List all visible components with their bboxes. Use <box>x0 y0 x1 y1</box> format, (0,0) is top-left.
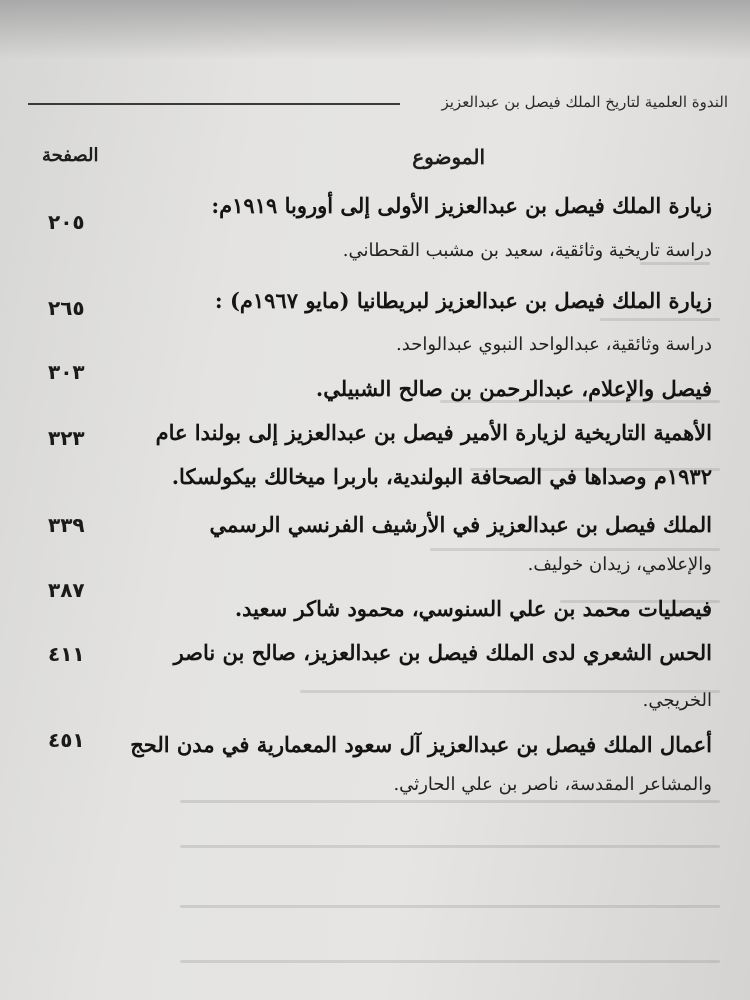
entry-page-number: ٢٠٥ <box>48 210 85 234</box>
entry-title: الملك فيصل بن عبدالعزيز في الأرشيف الفرنسي الرسمي <box>209 512 712 537</box>
entry-title: زيارة الملك فيصل بن عبدالعزيز الأولى إلى أوروبا ١٩١٩م: <box>211 193 712 218</box>
entry-page-number: ٣٨٧ <box>48 578 85 602</box>
page-column-heading: الصفحة <box>42 145 99 166</box>
entry-page-number: ٣٣٩ <box>48 513 85 537</box>
entry-page-number: ٣٢٣ <box>48 426 85 450</box>
entry-title: الحس الشعري لدى الملك فيصل بن عبدالعزيز، صالح بن ناصر <box>173 640 712 665</box>
entry-author: دراسة وثائقية، عبدالواحد النبوي عبدالواحد. <box>396 334 712 355</box>
entry-author: والمشاعر المقدسة، ناصر بن علي الحارثي. <box>393 774 712 795</box>
entry-title: أعمال الملك فيصل بن عبدالعزيز آل سعود المعمارية في مدن الحج <box>130 732 712 757</box>
topic-column-heading: الموضوع <box>412 145 485 169</box>
entry-page-number: ٤١١ <box>48 642 85 666</box>
entry-page-number: ٤٥١ <box>48 728 85 752</box>
header-rule <box>28 103 400 105</box>
entry-title-continuation: ١٩٣٢م وصداها في الصحافة البولندية، باربرا ميخالك بيكولسكا. <box>171 464 712 489</box>
entry-page-number: ٣٠٣ <box>48 360 85 384</box>
entry-title: فيصليات محمد بن علي السنوسي، محمود شاكر سعيد. <box>234 596 712 621</box>
entry-title: فيصل والإعلام، عبدالرحمن بن صالح الشبيلي. <box>315 376 712 401</box>
entry-title: زيارة الملك فيصل بن عبدالعزيز لبريطانيا (مايو ١٩٦٧م) : <box>214 288 712 313</box>
entry-author: والإعلامي، زيدان خوليف. <box>527 554 712 575</box>
running-header: الندوة العلمية لتاريخ الملك فيصل بن عبدالعزيز <box>441 93 728 111</box>
entry-author: الخريجي. <box>642 690 712 711</box>
entry-page-number: ٢٦٥ <box>48 296 85 320</box>
entry-title: الأهمية التاريخية لزيارة الأمير فيصل بن عبدالعزيز إلى بولندا عام <box>155 420 712 445</box>
page-shadow <box>0 0 750 60</box>
entry-author: دراسة تاريخية وثائقية، سعيد بن مشبب القحطاني. <box>342 240 712 261</box>
